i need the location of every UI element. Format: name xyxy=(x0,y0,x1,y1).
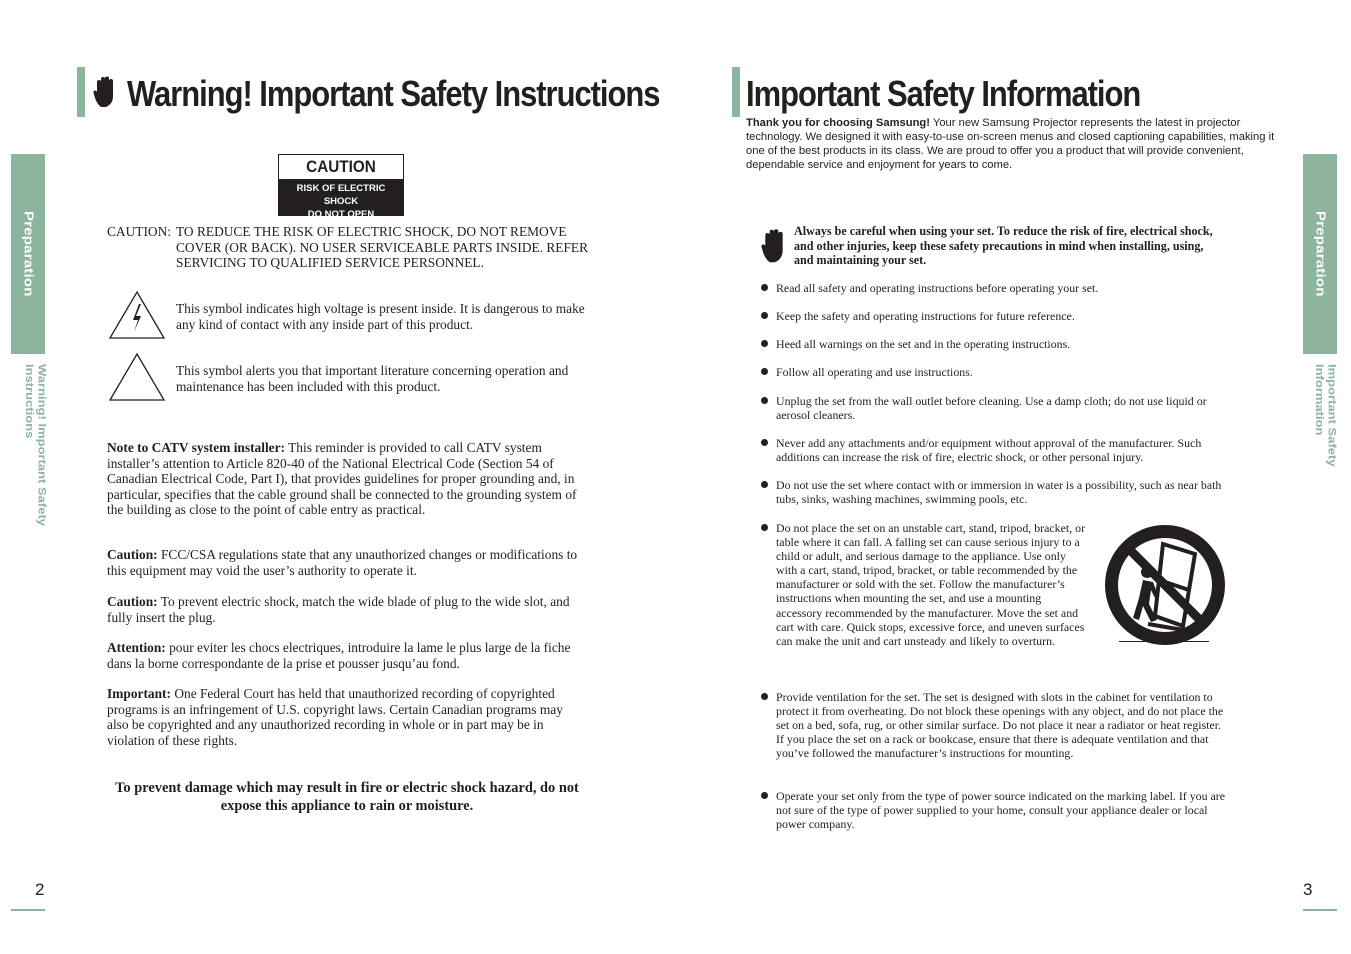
intro-text: Your new Samsung Projector represents the latest in projector technology. We designed it with easy-to-use on-screen menus and closed captioning capabilities, making it one of the best products in its class. We are proud to offer you a product that will provide convenient, dependable service and enjoyment for years to come. xyxy=(746,117,1275,172)
page-title: Important Safety Information xyxy=(746,73,1141,114)
side-section-label: Warning! Important Safety Instructions xyxy=(23,364,49,527)
note-plug-caution xyxy=(107,594,587,625)
list-item xyxy=(761,478,1231,506)
bullet-dot xyxy=(761,792,768,799)
caution-label-line2: DO NOT OPEN xyxy=(307,209,375,220)
list-item xyxy=(761,365,1231,379)
list-item xyxy=(761,337,1231,351)
list-item-text: Never add any attachments and/or equipment without approval of the manufacturer. Such additions can increase the risk of fire, electric shock, or other personal injury. xyxy=(776,436,1202,465)
note-label: Caution: xyxy=(107,594,158,609)
page-number: 3 xyxy=(1303,880,1313,899)
side-tab-label: Preparation xyxy=(1312,211,1328,297)
list-item xyxy=(761,521,1086,648)
cart-tipover-warning-icon xyxy=(1103,524,1227,646)
bullet-dot xyxy=(761,524,768,531)
list-item-text: Read all safety and operating instructions before operating your set. xyxy=(776,281,1099,295)
list-item xyxy=(761,690,1231,760)
caution-label-subtext xyxy=(279,179,403,220)
list-item-text: Follow all operating and use instructions. xyxy=(776,365,973,379)
intro-paragraph xyxy=(746,116,1276,172)
intro-bold: Thank you for choosing Samsung! xyxy=(746,117,930,129)
general-warning-text: Always be careful when using your set. To reduce the risk of fire, electrical shock, and other injuries, keep these safety precautions in mind when installing, using, and maintaining your set. xyxy=(794,224,1213,267)
note-important xyxy=(107,686,587,748)
side-section-label: Important Safety Information xyxy=(1313,364,1339,467)
note-text: pour eviter les chocs electriques, introduire la lame le plus large de la fiche dans la borne correspondante de la prise et pousser jusqu’au fond. xyxy=(107,640,571,671)
list-item xyxy=(761,789,1231,831)
list-item-text: Heed all warnings on the set and in the operating instructions. xyxy=(776,337,1071,351)
bullet-dot xyxy=(761,312,768,319)
side-tab-preparation[interactable] xyxy=(1303,154,1337,354)
high-voltage-symbol-text: This symbol indicates high voltage is present inside. It is dangerous to make any kind of contact with any inside part of this product. xyxy=(176,301,585,332)
note-label: Important: xyxy=(107,686,171,701)
hand-icon xyxy=(93,76,117,108)
title-accent-bar xyxy=(732,67,740,117)
list-item xyxy=(761,436,1231,464)
literature-warning-icon xyxy=(108,352,166,402)
bullet-dot xyxy=(761,439,768,446)
caution-label xyxy=(278,154,404,220)
bullet-dot xyxy=(761,397,768,404)
note-attention xyxy=(107,640,587,671)
list-item-text: Do not place the set on an unstable cart, stand, tripod, bracket, or table where it can fall. A falling set can cause serious injury to a child or adult, and serious damage to the appliance. Use only with a cart, stand, tripod, bracket, or table recommended by the manufacturer or sold with the set. Follow the manufacturer’s instructions when mounting the set, and use a mounting accessory recommended by the manufacturer. Move the set and cart with care. Quick stops, excessive force, and uneven surfaces can make the unit and cart unsteady and likely to overturn. xyxy=(776,521,1086,648)
note-label: Caution: xyxy=(107,547,158,562)
caution-statement-text: TO REDUCE THE RISK OF ELECTRIC SHOCK, DO NOT REMOVE COVER (OR BACK). NO USER SERVICEABLE PARTS INSIDE. REFER SERVICING TO QUALIFIED SERVICE PERSONNEL. xyxy=(176,224,589,271)
page-title: Warning! Important Safety Instructions xyxy=(127,73,660,114)
high-voltage-warning-icon xyxy=(108,290,166,340)
note-text: FCC/CSA regulations state that any unauthorized changes or modifications to this equipment may void the user’s authority to operate it. xyxy=(107,547,578,578)
literature-symbol-text: This symbol alerts you that important literature concerning operation and maintenance has been included with this product. xyxy=(176,363,569,394)
caution-label-heading: CAUTION xyxy=(306,157,376,176)
note-text: To prevent electric shock, match the wide blade of plug to the wide slot, and fully insert the plug. xyxy=(107,594,570,625)
caution-statement xyxy=(107,224,597,271)
final-warning: To prevent damage which may result in fire or electric shock hazard, do not expose this appliance to rain or moisture. xyxy=(115,780,579,814)
bullet-dot xyxy=(761,693,768,700)
note-label: Attention: xyxy=(107,640,166,655)
list-item xyxy=(761,309,1231,323)
page-number-rule xyxy=(11,909,45,911)
list-item-text: Keep the safety and operating instructions for future reference. xyxy=(776,309,1075,323)
side-tab-preparation[interactable] xyxy=(11,154,45,354)
list-item-text: Do not use the set where contact with or immersion in water is a possibility, such as near bath tubs, sinks, washing machines, swimming pools, etc. xyxy=(776,478,1222,507)
list-item-text: Provide ventilation for the set. The set is designed with slots in the cabinet for ventilation to protect it from overheating. Do not block these openings with any object, and do not place the set on a bed, sofa, rug, or other similar surface. Do not place it near a radiator or heat register. If you place the set on a rack or bookcase, ensure that there is adequate ventilation and that you’ve followed the manufacturer’s instructions for mounting. xyxy=(776,690,1224,761)
note-text: This reminder is provided to call CATV system installer’s attention to Article 820-40 of the National Electrical Code (Section 54 of Canadian Electrical Code, Part I), that provides guidelines for proper grounding and, in particular, specifies that the cable ground shall be connected to the grounding system of the building as close to the point of cable entry as practical. xyxy=(107,440,577,518)
list-item xyxy=(761,394,1231,422)
list-item-text: Unplug the set from the wall outlet before cleaning. Use a damp cloth; do not use liquid or aerosol cleaners. xyxy=(776,394,1207,423)
side-tab-label: Preparation xyxy=(20,211,36,297)
bullet-dot xyxy=(761,340,768,347)
hand-icon xyxy=(761,227,787,265)
title-accent-bar xyxy=(77,67,85,117)
bullet-dot xyxy=(761,481,768,488)
bullet-dot xyxy=(761,368,768,375)
bullet-dot xyxy=(761,284,768,291)
list-item-text: Operate your set only from the type of power source indicated on the marking label. If you are not sure of the type of power supplied to your home, consult your appliance dealer or local power company. xyxy=(776,789,1226,832)
page-number-rule xyxy=(1303,909,1337,911)
note-fcc-caution xyxy=(107,547,587,578)
note-label: Note to CATV system installer: xyxy=(107,440,286,455)
list-item xyxy=(761,281,1231,295)
note-catv xyxy=(107,440,587,518)
caution-statement-label: CAUTION: xyxy=(107,224,171,239)
cart-icon-baseline xyxy=(1119,641,1209,642)
note-text: One Federal Court has held that unauthorized recording of copyrighted programs is an infringement of U.S. copyright laws. Certain Canadian programs may also be copyrighted and any unauthorized recording in whole or in part may be in violation of these rights. xyxy=(107,686,563,748)
caution-label-line1: RISK OF ELECTRIC SHOCK xyxy=(296,183,386,207)
page-number: 2 xyxy=(35,880,45,899)
